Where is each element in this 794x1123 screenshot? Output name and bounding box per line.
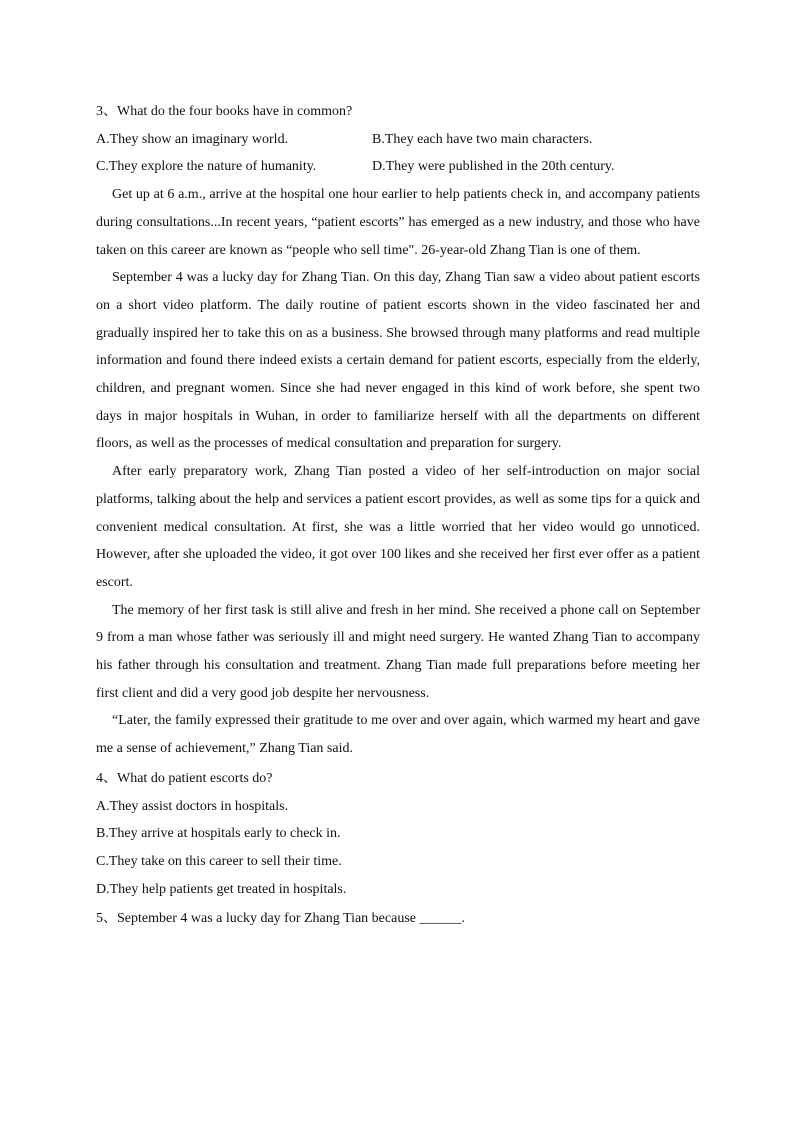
question-4-option-a: A.They assist doctors in hospitals. xyxy=(96,798,289,814)
question-3-option-a: A.They show an imaginary world. xyxy=(96,131,289,147)
question-4-option-c: C.They take on this career to sell their time. xyxy=(96,853,342,869)
question-3-options-row-1 xyxy=(96,126,700,154)
question-5-stem: 5、September 4 was a lucky day for Zhang Tian because ______. xyxy=(96,911,465,927)
passage-paragraph-1: Get up at 6 a.m., arrive at the hospital one hour earlier to help patients check in, and accompany patients during consultations...In recent years, “patient escorts” has emerged as a new industry, and those who have taken on this career are known as “people who sell time". 26-year-old Zhang Tian is one of them. xyxy=(96,187,700,258)
question-3-stem: 3、What do the four books have in common? xyxy=(96,104,353,119)
question-3-option-c: C.They explore the nature of humanity. xyxy=(96,159,317,175)
question-3-option-b: B.They each have two main characters. xyxy=(372,131,593,147)
passage-paragraph-4: The memory of her first task is still alive and fresh in her mind. She received a phone call on September 9 from a man whose father was seriously ill and might need surgery. He wanted Zhang Tian to accompany his father through his consultation and treatment. Zhang Tian made full preparations before meeting her first client and did a very good job despite her nervousness. xyxy=(96,602,700,701)
question-4-option-b: B.They arrive at hospitals early to check in. xyxy=(96,826,341,842)
question-4-stem: 4、What do patient escorts do? xyxy=(96,770,273,786)
question-4-option-d: D.They help patients get treated in hospitals. xyxy=(96,881,347,897)
question-4-options xyxy=(96,793,700,904)
question-3-options-row-2 xyxy=(96,153,700,181)
passage-paragraph-5: “Later, the family expressed their gratitude to me over and over again, which warmed my heart and gave me a sense of achievement,” Zhang Tian said. xyxy=(96,713,700,757)
question-3-option-d: D.They were published in the 20th century. xyxy=(372,159,615,175)
document-page xyxy=(96,96,700,933)
passage-paragraph-3: After early preparatory work, Zhang Tian posted a video of her self-introduction on major social platforms, talking about the help and services a patient escort provides, as well as some tips for a quick and convenient medical consultation. At first, she was a little worried that her video would go unnoticed. However, after she uploaded the video, it got over 100 likes and she received her first ever offer as a patient escort. xyxy=(96,464,700,590)
passage-paragraph-2: September 4 was a lucky day for Zhang Tian. On this day, Zhang Tian saw a video about patient escorts on a short video platform. The daily routine of patient escorts shown in the video fascinated her and gradually inspired her to take this on as a business. She browsed through many platforms and read multiple information and found there indeed exists a certain demand for patient escorts, especially from the elderly, children, and pregnant women. Since she had never engaged in this kind of work before, she spent two days in major hospitals in Wuhan, in order to familiarize herself with all the departments on different floors, as well as the processes of medical consultation and preparation for surgery. xyxy=(96,270,700,452)
